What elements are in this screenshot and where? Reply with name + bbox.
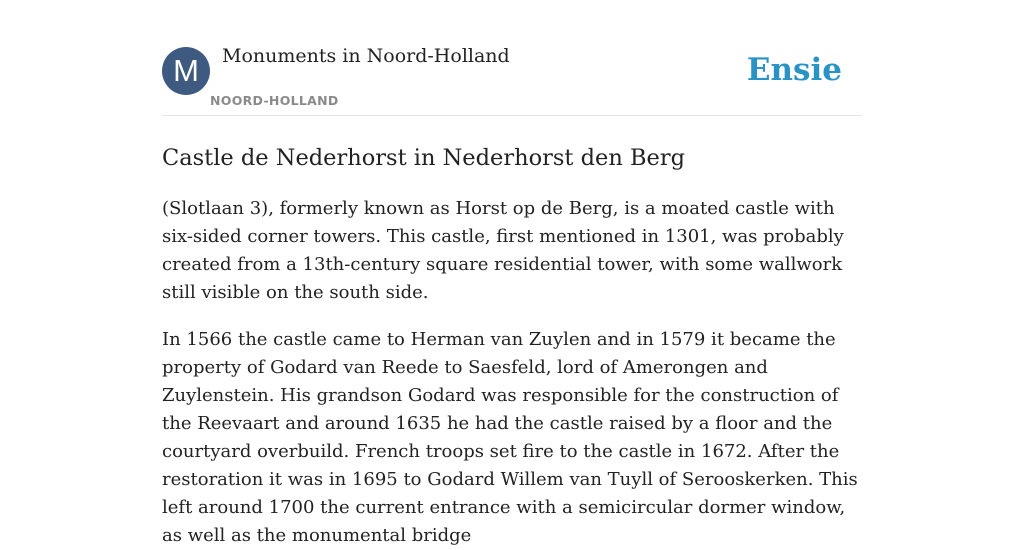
collection-title[interactable]: Monuments in Noord-Holland [222,45,510,67]
article-title: Castle de Nederhorst in Nederhorst den Berg [162,145,685,171]
article-card [162,0,862,550]
brand-logo[interactable]: Ensie [746,52,842,88]
avatar[interactable]: M [162,47,210,95]
article-paragraph: (Slotlaan 3), formerly known as Horst op de Berg, is a moated castle with six-sided corner towers. This castle, first mentioned in 1301, was probably created from a 13th-century square residential tower, with some wallwork still visible on the south side. [162,198,844,303]
header [162,0,862,116]
category-label[interactable]: NOORD-HOLLAND [210,93,339,108]
article-paragraph: In 1566 the castle came to Herman van Zuylen and in 1579 it became the property of Godard van Reede to Saesfeld, lord of Amerongen and Zuylenstein. His grandson Godard was responsible for the construction of the Reevaart and around 1635 he had the castle raised by a floor and the courtyard overbuild. French troops set fire to the castle in 1672. After the restoration it was in 1695 to Godard Willem van Tuyll of Serooskerken. This left around 1700 the current entrance with a semicircular dormer window, as well as the monumental bridge [162,329,858,546]
